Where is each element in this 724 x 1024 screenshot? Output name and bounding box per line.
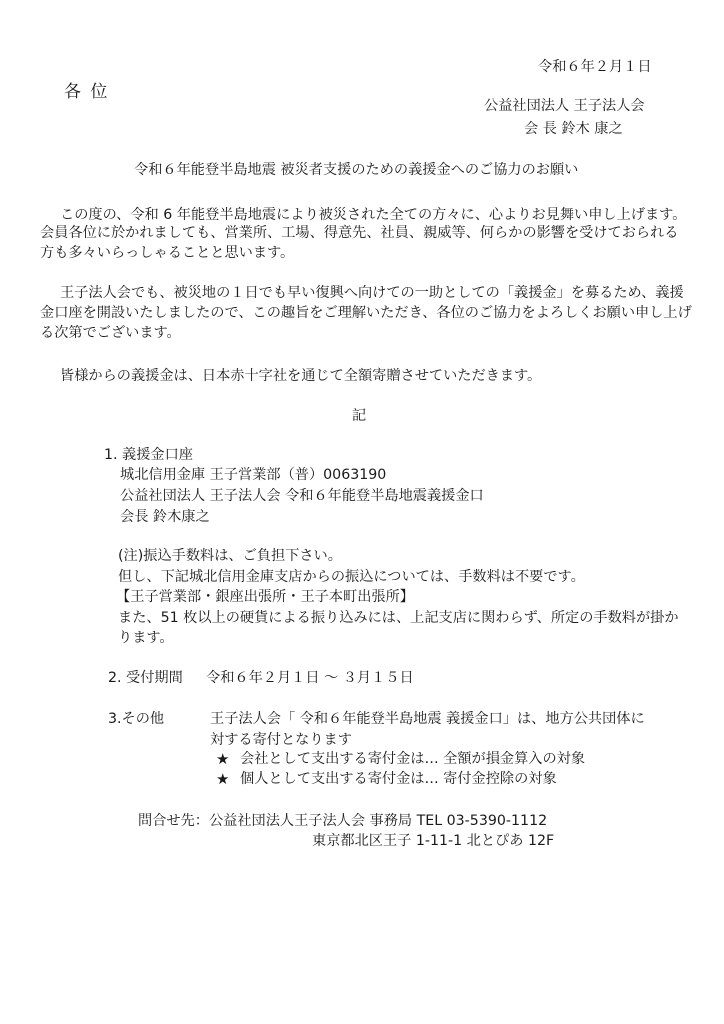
section-1-heading: 1. 義援金口座 <box>104 447 193 463</box>
other-line: 王子法人会「 令和６年能登半島地震 義援金口」は、地方公共団体に <box>210 711 645 727</box>
fee-note: (注)振込手数料は、ご負担下さい。 <box>118 548 342 564</box>
period-label: 2. 受付期間 <box>108 670 183 686</box>
fee-note: ります。 <box>118 630 174 646</box>
paragraph-2-line: 王子法人会でも、被災地の１日でも早い復興へ向けての一助としての「義援金」を募るため、義援 <box>60 285 684 301</box>
contact-line: 問合せ先：公益社団法人王子法人会 事務局 TEL 03-5390-1112 <box>138 813 548 829</box>
other-label: 3.その他 <box>108 711 165 727</box>
star-icon: ★ <box>216 770 230 788</box>
paragraph-1-line: 会員各位に於かれましても、営業所、工場、得意先、社員、親威等、何らかの影響を受けておられる <box>40 225 679 241</box>
addressee: 各 位 <box>64 82 110 102</box>
account-holder: 会長 鈴木康之 <box>120 509 210 525</box>
paragraph-1-line: この度の、令和 6 年能登半島地震により被災された全ての方々に、心よりお見舞い申し上げます。 <box>60 207 687 223</box>
fee-note: また、51 枚以上の硬貨による振り込みには、上記支店に関わらず、所定の手数料が掛か <box>118 610 679 626</box>
fee-note: 但し、下記城北信用金庫支店からの振込については、手数料は不要です。 <box>118 569 585 585</box>
other-line: 対する寄付となります <box>210 732 352 748</box>
paragraph-1-line: 方も多々いらっしゃることと思います。 <box>40 245 295 261</box>
ki-heading: 記 <box>352 408 367 424</box>
list-item-text: 個人として支出する寄付金は… 寄付金控除の対象 <box>240 771 557 787</box>
fee-note: 【王子営業部・銀座出張所・王子本町出張所】 <box>116 589 414 605</box>
star-icon: ★ <box>216 750 230 768</box>
period-value: 令和６年２月１日 ～ ３月１５日 <box>206 670 414 686</box>
contact-address: 東京都北区王子 1-11-1 北とぴあ 12F <box>312 833 555 849</box>
account-bank: 城北信用金庫 王子営業部（普）0063190 <box>120 467 387 483</box>
paragraph-2-line: る次第でございます。 <box>40 325 181 341</box>
list-item-text: 会社として支出する寄付金は… 全額が損金算入の対象 <box>240 751 586 767</box>
date: 令和６年２月１日 <box>538 59 652 75</box>
subject: 令和６年能登半島地震 被災者支援のための義援金へのご協力のお願い <box>134 162 579 178</box>
paragraph-2-line: 金口座を開設いたしましたので、この趣旨をご理解いただき、各位のご協力をよろしくお願い申し上げ <box>40 305 692 321</box>
sender-person: 会 長 鈴木 康之 <box>524 121 623 137</box>
paragraph-3: 皆様からの義援金は、日本赤十字社を通じて全額寄贈させていただきます。 <box>60 368 542 384</box>
sender-org: 公益社団法人 王子法人会 <box>484 98 645 114</box>
account-name: 公益社団法人 王子法人会 令和６年能登半島地震義援金口 <box>120 488 484 504</box>
